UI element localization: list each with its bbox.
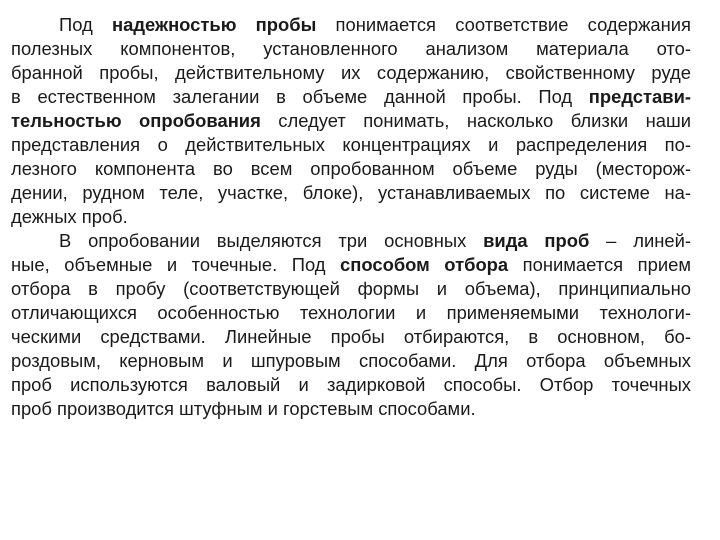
text-line	[11, 85, 691, 109]
text-line	[11, 253, 691, 277]
text-line	[11, 277, 691, 301]
term-representativeness: представи-	[588, 86, 691, 107]
text-run: понимается прием	[508, 254, 691, 275]
text-run: Под	[59, 14, 113, 35]
text-run: проб используются валовый и задирковой способы. Отбор точечных	[11, 374, 691, 395]
text-line	[11, 325, 691, 349]
paragraph-reliability	[11, 13, 691, 229]
text-run: отбора в пробу (соответствующей формы и объема), принципиально	[11, 278, 691, 299]
text-line	[11, 205, 691, 229]
term-representativeness-cont: тельностью опробования	[11, 110, 261, 131]
text-run: дежных проб.	[11, 206, 128, 227]
text-run: в естественном залегании в объеме данной пробы. Под	[11, 86, 589, 107]
text-line	[11, 37, 691, 61]
text-line	[11, 61, 691, 85]
text-line	[11, 397, 691, 421]
text-run: следует понимать, насколько близки наши	[260, 110, 692, 131]
text-run: В опробовании выделяются три основных	[59, 230, 484, 251]
text-run: проб производится штуфным и горстевым способами.	[11, 398, 476, 419]
text-line	[11, 373, 691, 397]
document-page	[11, 13, 691, 421]
text-run: дении, рудном теле, участке, блоке), устанавливаемых по системе на-	[11, 182, 691, 203]
text-run: полезных компонентов, установленного анализом материала ото-	[11, 38, 691, 59]
text-run: лезного компонента во всем опробованном объеме руды (месторож-	[11, 158, 691, 179]
text-run: ческими средствами. Линейные пробы отбираются, в основном, бо-	[11, 326, 691, 347]
text-line	[11, 349, 691, 373]
paragraph-sample-types	[11, 229, 691, 421]
term-sample-types: вида проб	[483, 230, 590, 251]
text-run: понимается соответствие содержания	[316, 14, 691, 35]
text-run: отличающихся особенностью технологии и применяемыми технологи-	[11, 302, 691, 323]
text-run: представления о действительных концентрациях и распределения по-	[11, 134, 691, 155]
text-line	[11, 301, 691, 325]
text-line	[11, 181, 691, 205]
term-sampling-method: способом отбора	[340, 254, 509, 275]
text-run: ные, объемные и точечные. Под	[11, 254, 341, 275]
term-reliability: надежностью пробы	[112, 14, 317, 35]
text-line	[11, 229, 691, 253]
text-line	[11, 133, 691, 157]
text-line	[11, 13, 691, 37]
text-run: бранной пробы, действительному их содержанию, свойственному руде	[11, 62, 691, 83]
text-line	[11, 157, 691, 181]
text-run: роздовым, керновым и шпуровым способами. Для отбора объемных	[11, 350, 691, 371]
text-run: – линей-	[589, 230, 691, 251]
text-line	[11, 109, 691, 133]
